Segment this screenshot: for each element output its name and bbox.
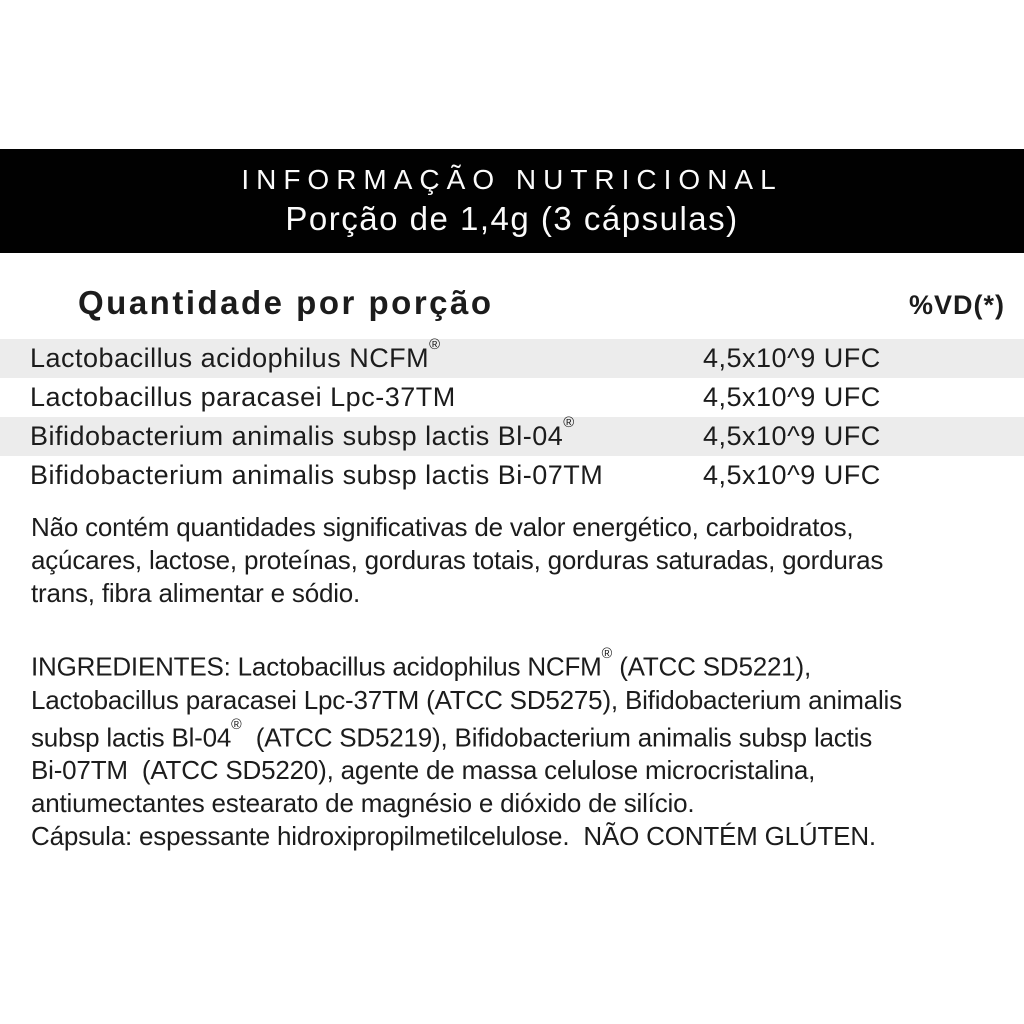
table-row <box>0 336 1024 378</box>
note-line: Não contém quantidades significativas de valor energético, carboidratos, <box>31 512 854 542</box>
table-row <box>0 414 1024 456</box>
ingredient-amount: 4,5x10^9 UFC <box>703 343 881 373</box>
ingredients-line: subsp lactis Bl-04® (ATCC SD5219), Bifidobacterium animalis subsp lactis <box>31 716 873 753</box>
nutrition-info-title: INFORMAÇÃO NUTRICIONAL <box>241 164 783 195</box>
ingredients-line: INGREDIENTES: Lactobacillus acidophilus NCFM® (ATCC SD5221), <box>31 646 811 682</box>
ingredient-amount: 4,5x10^9 UFC <box>703 382 881 412</box>
nutrient-table <box>0 336 1024 495</box>
table-header-row <box>0 272 1024 330</box>
table-row <box>0 378 1024 417</box>
ingredients-line: Cápsula: espessante hidroxipropilmetilcelulose. NÃO CONTÉM GLÚTEN. <box>31 821 876 852</box>
percent-dv-header: %VD(*) <box>908 290 1005 320</box>
table-row <box>0 456 1024 495</box>
ingredients-line: Bi-07TM (ATCC SD5220), agente de massa celulose microcristalina, <box>31 755 816 786</box>
ingredient-name: Lactobacillus acidophilus NCFM® <box>30 336 441 373</box>
ingredient-name: Bifidobacterium animalis subsp lactis Bi-07TM <box>30 460 604 490</box>
ingredient-amount: 4,5x10^9 UFC <box>703 421 881 451</box>
serving-size-subtitle: Porção de 1,4g (3 cápsulas) <box>285 200 739 237</box>
ingredients-line: Lactobacillus paracasei Lpc-37TM (ATCC SD5275), Bifidobacterium animalis <box>31 684 902 715</box>
note-line: trans, fibra alimentar e sódio. <box>31 578 361 608</box>
ingredient-name: Lactobacillus paracasei Lpc-37TM <box>30 382 456 412</box>
quantity-per-serving-header: Quantidade por porção <box>78 284 494 321</box>
no-significant-amounts-note <box>31 511 1011 610</box>
ingredient-name: Bifidobacterium animalis subsp lactis Bl-04® <box>30 414 575 451</box>
ingredients-paragraph <box>31 646 1011 853</box>
header-band <box>0 149 1024 253</box>
ingredient-amount: 4,5x10^9 UFC <box>703 460 881 490</box>
note-line: açúcares, lactose, proteínas, gorduras totais, gorduras saturadas, gorduras <box>31 545 884 575</box>
ingredients-line: antiumectantes estearato de magnésio e dióxido de silício. <box>31 788 695 819</box>
